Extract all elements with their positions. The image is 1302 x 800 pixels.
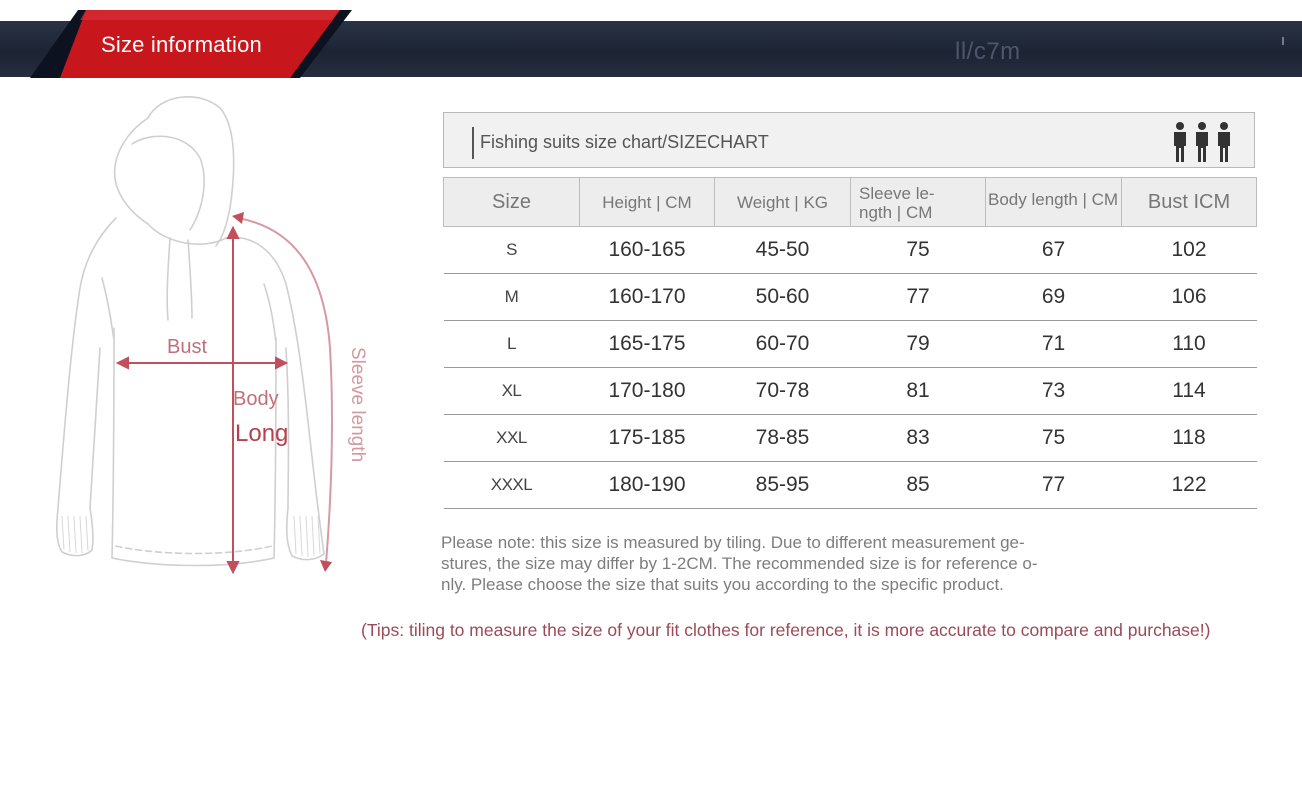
long-label: Long bbox=[235, 420, 289, 447]
bust-arrow-left bbox=[118, 358, 128, 368]
table-row bbox=[444, 321, 1257, 368]
left-side bbox=[112, 328, 114, 558]
table-row bbox=[444, 274, 1257, 321]
bust-label: Bust bbox=[167, 336, 208, 358]
hood-outline bbox=[148, 97, 234, 246]
sleeve-length-cell: 75 bbox=[851, 227, 986, 274]
size-cell: S bbox=[444, 227, 580, 274]
hem-stitch bbox=[116, 546, 272, 554]
table-row bbox=[444, 227, 1257, 274]
column-header-sleeve-length: Sleeve le- ngth | CM bbox=[851, 178, 986, 227]
sleeve-length-cell: 85 bbox=[851, 462, 986, 509]
table-row bbox=[444, 368, 1257, 415]
bust-cell: 110 bbox=[1122, 321, 1257, 368]
measurement-note bbox=[441, 532, 1141, 595]
tips-text: (Tips: tiling to measure the size of your fit clothes for reference, it is more accurate to compare and purchase!) bbox=[361, 620, 1211, 640]
column-header-height: Height | CM bbox=[580, 178, 715, 227]
body-label: Body bbox=[233, 388, 279, 410]
left-sleeve-inner bbox=[90, 348, 100, 508]
note-line: stures, the size may differ by 1-2CM. The recommended size is for reference o- bbox=[441, 554, 1038, 573]
chart-title: Fishing suits size chart/SIZECHART bbox=[480, 132, 769, 152]
hem bbox=[112, 558, 274, 566]
bust-cell: 118 bbox=[1122, 415, 1257, 462]
column-header-size: Size bbox=[444, 178, 580, 227]
sleeve-length-cell: 83 bbox=[851, 415, 986, 462]
body-arrow-top bbox=[228, 228, 238, 238]
table-header-row bbox=[444, 178, 1257, 227]
bust-cell: 122 bbox=[1122, 462, 1257, 509]
size-cell: XL bbox=[444, 368, 580, 415]
sleeve-length-label: Sleeve length bbox=[347, 347, 368, 463]
drawstring-right bbox=[188, 240, 192, 318]
left-shoulder bbox=[58, 218, 116, 508]
height-cell: 165-175 bbox=[580, 321, 715, 368]
note-line: nly. Please choose the size that suits you according to the specific product. bbox=[441, 575, 1004, 594]
sleeve-length-cell: 81 bbox=[851, 368, 986, 415]
column-header-weight: Weight | KG bbox=[715, 178, 851, 227]
body-length-cell: 71 bbox=[986, 321, 1122, 368]
weight-cell: 70-78 bbox=[715, 368, 851, 415]
column-header-bust: Bust ICM bbox=[1122, 178, 1257, 227]
hood-face-opening bbox=[132, 136, 204, 230]
sleeve-arrow-bottom bbox=[320, 560, 332, 572]
sleeve-arrow-top bbox=[232, 212, 244, 224]
weight-cell: 50-60 bbox=[715, 274, 851, 321]
right-side bbox=[274, 338, 276, 558]
tab-title: Size information bbox=[101, 32, 262, 57]
bust-cell: 106 bbox=[1122, 274, 1257, 321]
chest-seam-right bbox=[264, 284, 276, 342]
weight-cell: 85-95 bbox=[715, 462, 851, 509]
size-table bbox=[443, 177, 1257, 509]
body-length-cell: 73 bbox=[986, 368, 1122, 415]
body-length-cell: 69 bbox=[986, 274, 1122, 321]
body-length-cell: 77 bbox=[986, 462, 1122, 509]
right-cuff bbox=[287, 508, 324, 560]
height-cell: 160-165 bbox=[580, 227, 715, 274]
height-cell: 160-170 bbox=[580, 274, 715, 321]
header-tick-mark bbox=[1282, 37, 1284, 45]
tab-red-highlight bbox=[80, 10, 340, 20]
cuff-ribbing bbox=[62, 516, 320, 557]
body-arrow-bottom bbox=[228, 562, 238, 572]
size-cell: L bbox=[444, 321, 580, 368]
people-icon bbox=[1171, 121, 1235, 163]
note-line: Please note: this size is measured by tiling. Due to different measurement ge- bbox=[441, 533, 1025, 552]
weight-cell: 78-85 bbox=[715, 415, 851, 462]
body-length-cell: 67 bbox=[986, 227, 1122, 274]
chart-title-bar bbox=[443, 112, 1255, 168]
neckline bbox=[148, 224, 226, 244]
chest-seam-left bbox=[102, 278, 114, 340]
height-cell: 180-190 bbox=[580, 462, 715, 509]
bust-cell: 114 bbox=[1122, 368, 1257, 415]
sleeve-length-cell: 79 bbox=[851, 321, 986, 368]
right-shoulder bbox=[226, 237, 318, 508]
bust-arrow-right bbox=[276, 358, 286, 368]
sleeve-length-cell: 77 bbox=[851, 274, 986, 321]
table-row bbox=[444, 462, 1257, 509]
height-cell: 170-180 bbox=[580, 368, 715, 415]
column-header-body-length: Body length | CM bbox=[986, 178, 1122, 227]
size-cell: XXXL bbox=[444, 462, 580, 509]
weight-cell: 45-50 bbox=[715, 227, 851, 274]
size-cell: M bbox=[444, 274, 580, 321]
watermark-text: ll/c7m bbox=[955, 38, 1021, 65]
bust-cell: 102 bbox=[1122, 227, 1257, 274]
size-cell: XXL bbox=[444, 415, 580, 462]
height-cell: 175-185 bbox=[580, 415, 715, 462]
weight-cell: 60-70 bbox=[715, 321, 851, 368]
text-cursor bbox=[472, 127, 474, 159]
body-length-cell: 75 bbox=[986, 415, 1122, 462]
drawstring-left bbox=[167, 238, 170, 320]
hood-inner bbox=[115, 118, 148, 224]
table-row bbox=[444, 415, 1257, 462]
